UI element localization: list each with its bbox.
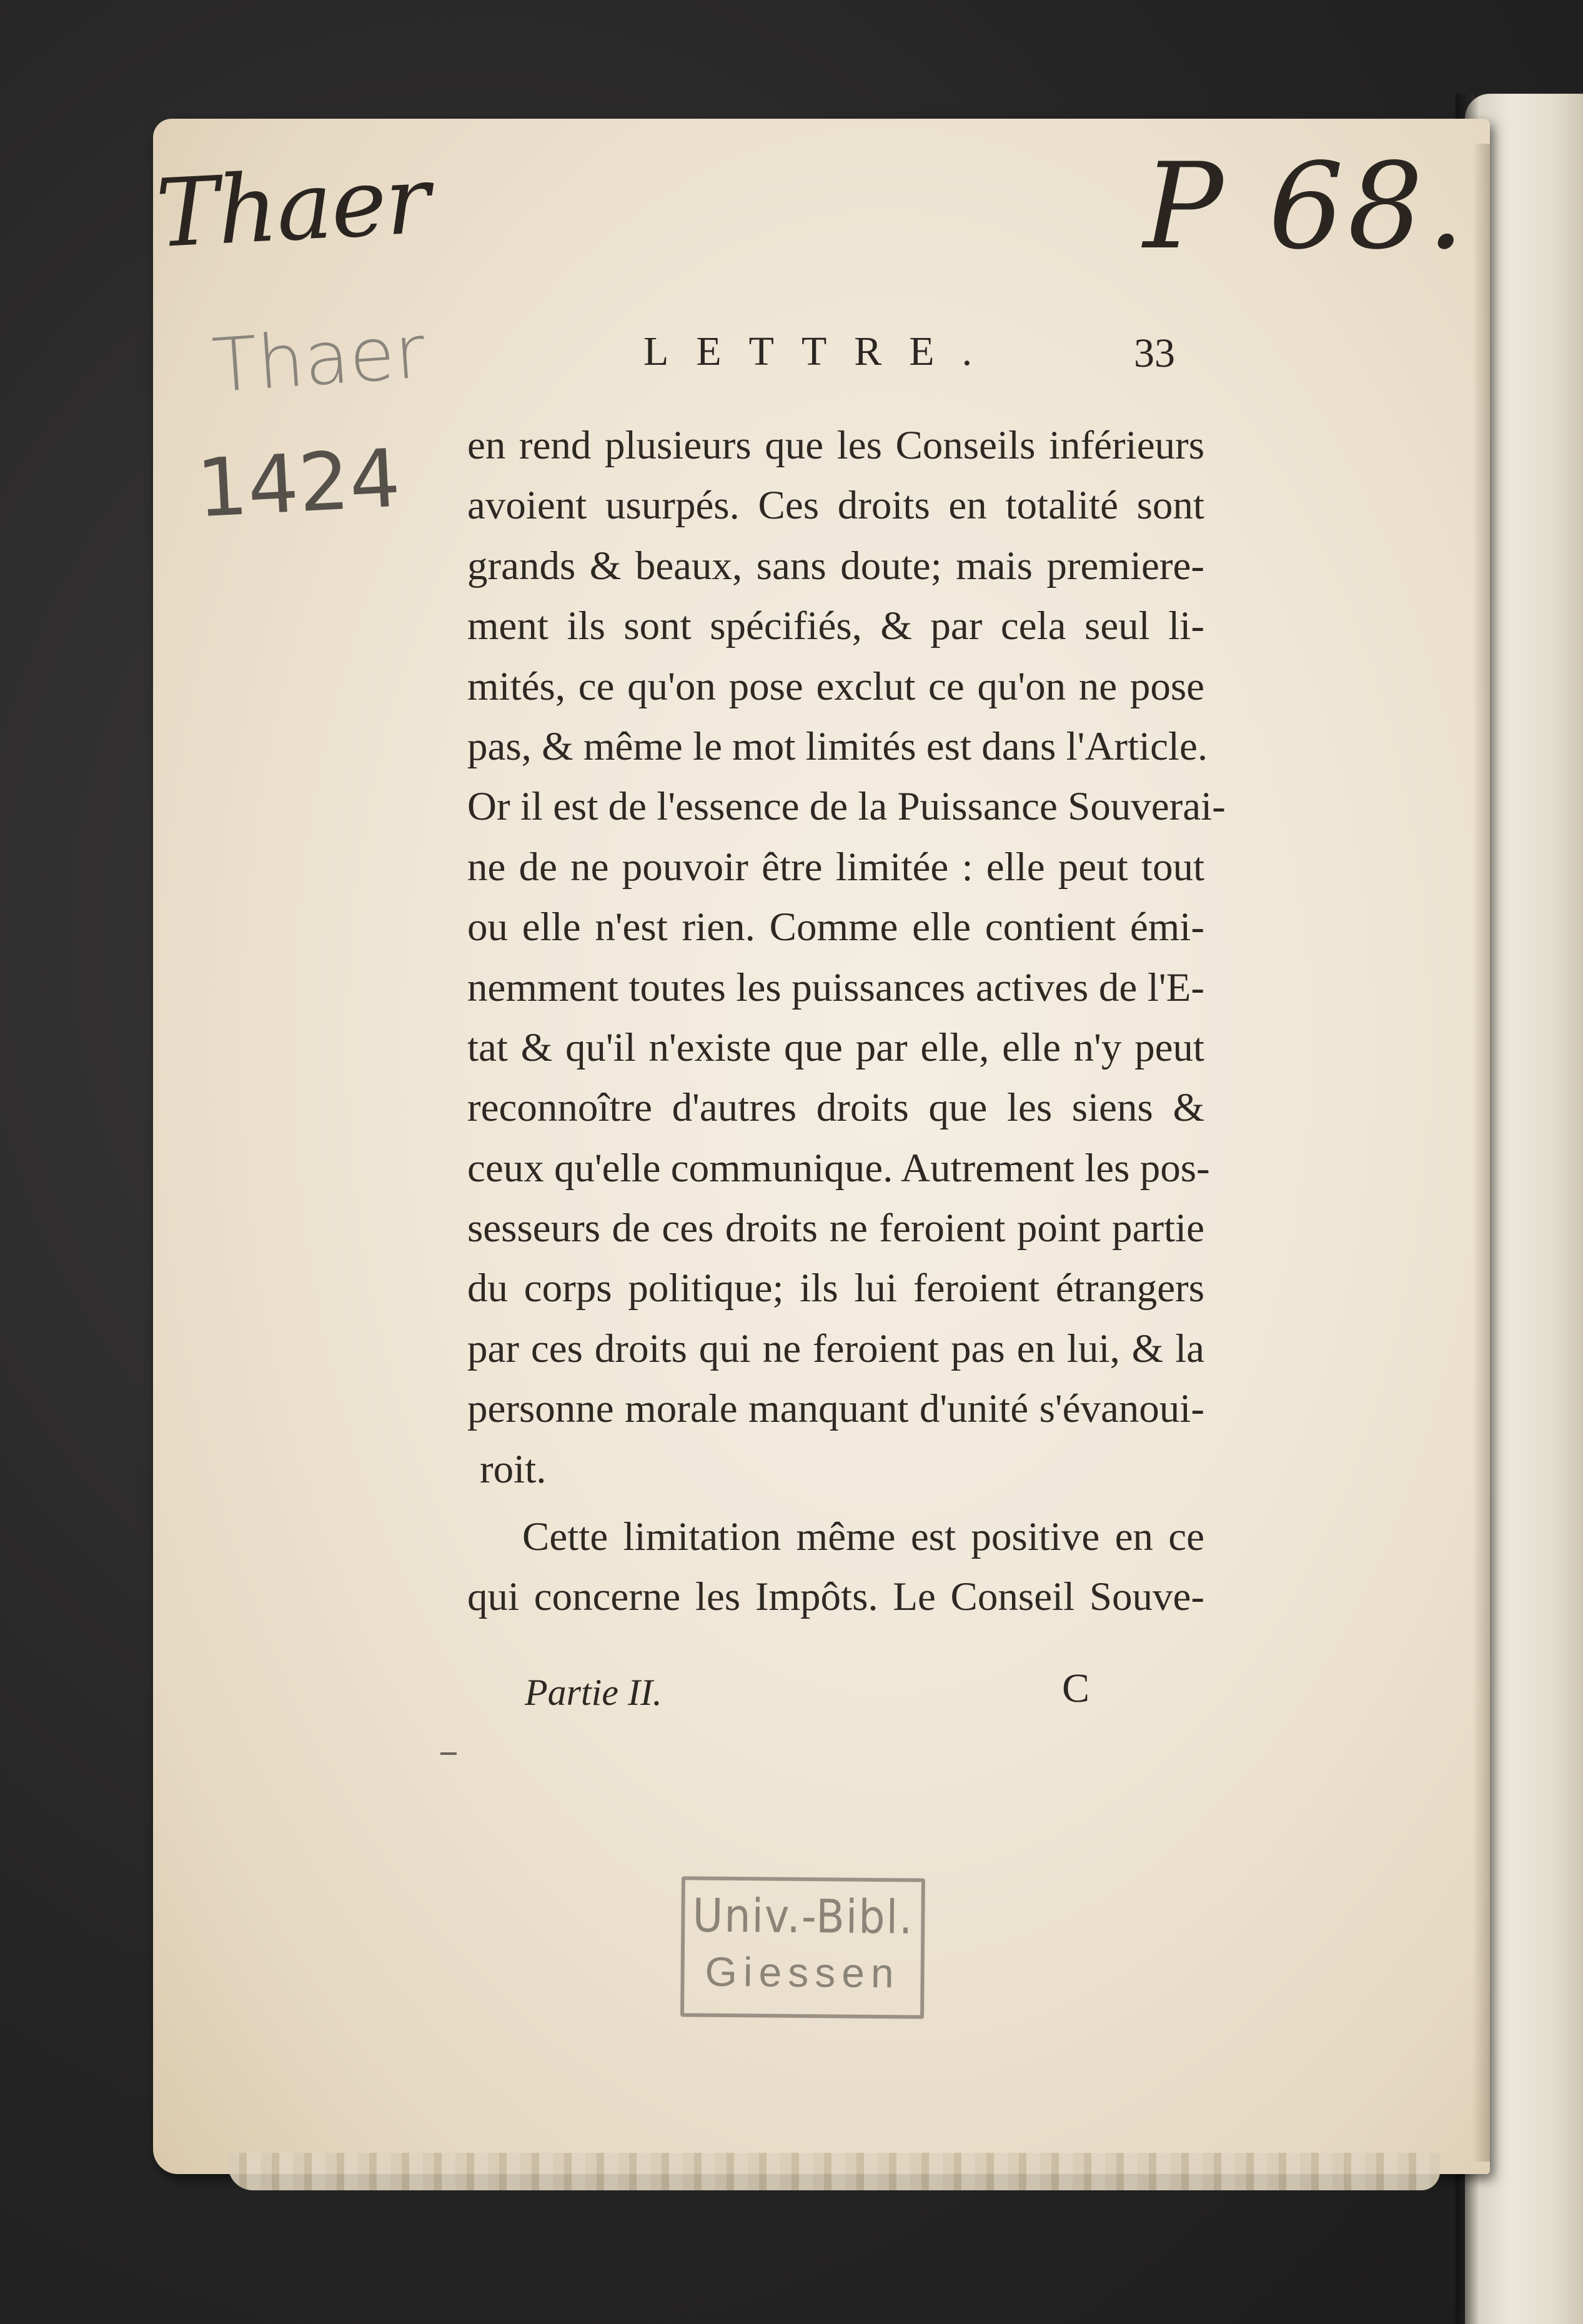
library-stamp bbox=[680, 1876, 925, 2019]
text-line: en rend plusieurs que les Conseils inférieurs bbox=[467, 423, 1204, 468]
text-line: ceux qu'elle communique. Autrement les pos- bbox=[467, 1145, 1210, 1191]
text-line: tat & qu'il n'existe que par elle, elle n'y peut bbox=[467, 1025, 1204, 1070]
text-line: sesseurs de ces droits ne feroient point partie bbox=[467, 1206, 1204, 1251]
text-line: ment ils sont spécifiés, & par cela seul li- bbox=[467, 603, 1204, 649]
signature-label: Partie II. bbox=[525, 1672, 662, 1713]
pencil-owner-name: Thaer bbox=[209, 308, 428, 409]
stamp-line: Giessen bbox=[705, 1948, 901, 1997]
handwritten-folio-mark: P 68. bbox=[1143, 137, 1469, 276]
text-line: pas, & même le mot limités est dans l'Article. bbox=[467, 723, 1208, 769]
text-line: qui concerne les Impôts. Le Conseil Souve- bbox=[467, 1574, 1204, 1620]
text-line: par ces droits qui ne feroient pas en lui, & la bbox=[467, 1326, 1204, 1371]
text-line: ou elle n'est rien. Comme elle contient émi- bbox=[467, 905, 1204, 950]
text-line: grands & beaux, sans doute; mais premiere- bbox=[467, 543, 1204, 588]
text-line: Or il est de l'essence de la Puissance Souverai- bbox=[467, 784, 1226, 830]
text-line: avoient usurpés. Ces droits en totalité sont bbox=[467, 483, 1204, 529]
body-text bbox=[467, 415, 1226, 1627]
text-line: reconnoître d'autres droits que les siens & bbox=[467, 1085, 1204, 1131]
handwritten-owner-name: Thaer bbox=[153, 146, 432, 269]
text-line: personne morale manquant d'unité s'évanoui- bbox=[467, 1386, 1204, 1432]
margin-dash bbox=[440, 1752, 457, 1755]
running-title: LETTRE. bbox=[643, 329, 1000, 374]
page-number: 33 bbox=[1134, 330, 1175, 376]
stamp-line: Univ.-Bibl. bbox=[692, 1889, 914, 1945]
text-line: nemment toutes les puissances actives de l'E- bbox=[467, 965, 1204, 1010]
text-line: Cette limitation même est positive en ce bbox=[522, 1514, 1204, 1560]
text-line: du corps politique; ils lui feroient étrangers bbox=[467, 1266, 1204, 1311]
text-line: ne de ne pouvoir être limitée : elle peut tout bbox=[467, 844, 1204, 890]
pencil-shelf-number: 1424 bbox=[194, 432, 403, 536]
text-line: mités, ce qu'on pose exclut ce qu'on ne pose bbox=[467, 663, 1204, 709]
text-line: roit. bbox=[480, 1446, 547, 1492]
signature-letter: C bbox=[1062, 1666, 1090, 1711]
